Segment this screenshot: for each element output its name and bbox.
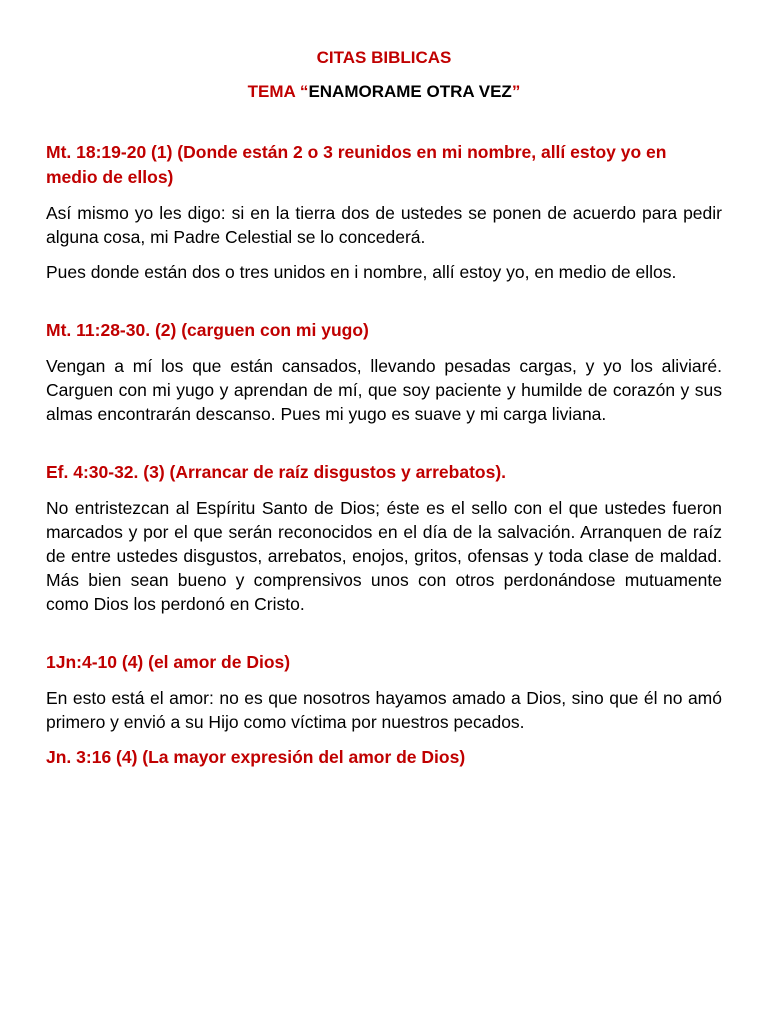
section-paragraph: En esto está el amor: no es que nosotros hayamos amado a Dios, sino que él no amó primero y envió a su Hijo como víctima por nuestros pecados.	[46, 688, 722, 732]
section-jn-3	[46, 745, 722, 770]
section-heading: Mt. 18:19-20 (1) (Donde están 2 o 3 reunidos en mi nombre, allí estoy yo en medio de ellos)	[46, 142, 667, 187]
document-subtitle	[46, 80, 722, 104]
subtitle-prefix: TEMA “	[247, 82, 309, 101]
section-paragraph: Así mismo yo les digo: si en la tierra dos de ustedes se ponen de acuerdo para pedir alguna cosa, mi Padre Celestial se lo concederá.	[46, 203, 722, 247]
document-title: CITAS BIBLICAS	[316, 48, 452, 67]
section-ef-4	[46, 460, 722, 616]
document-page	[46, 46, 722, 781]
section-heading: Mt. 11:28-30. (2) (carguen con mi yugo)	[46, 320, 369, 340]
section-heading: Jn. 3:16 (4) (La mayor expresión del amor de Dios)	[46, 747, 466, 767]
section-mt-18	[46, 140, 722, 284]
section-paragraph: No entristezcan al Espíritu Santo de Dios; éste es el sello con el que ustedes fueron marcados y por el que serán reconocidos en el día de la salvación. Arranquen de raíz de entre ustedes disgustos, arrebatos, enojos, gritos, ofensas y toda clase de maldad. Más bien sean bueno y comprensivos unos con otros perdonándose mutuamente como Dios los perdonó en Cristo.	[46, 498, 722, 614]
section-paragraph: Pues donde están dos o tres unidos en i nombre, allí estoy yo, en medio de ellos.	[46, 262, 677, 282]
subtitle-main: ENAMORAME OTRA VEZ	[308, 82, 512, 101]
section-heading: 1Jn:4-10 (4) (el amor de Dios)	[46, 652, 291, 672]
section-mt-11	[46, 318, 722, 426]
section-heading: Ef. 4:30-32. (3) (Arrancar de raíz disgustos y arrebatos).	[46, 462, 507, 482]
subtitle-suffix: ”	[511, 82, 521, 101]
section-paragraph: Vengan a mí los que están cansados, llevando pesadas cargas, y yo los aliviaré. Carguen con mi yugo y aprendan de mí, que soy paciente y humilde de corazón y sus almas encontrarán descanso. Pues mi yugo es suave y mi carga liviana.	[46, 356, 722, 424]
section-1jn-4	[46, 650, 722, 734]
